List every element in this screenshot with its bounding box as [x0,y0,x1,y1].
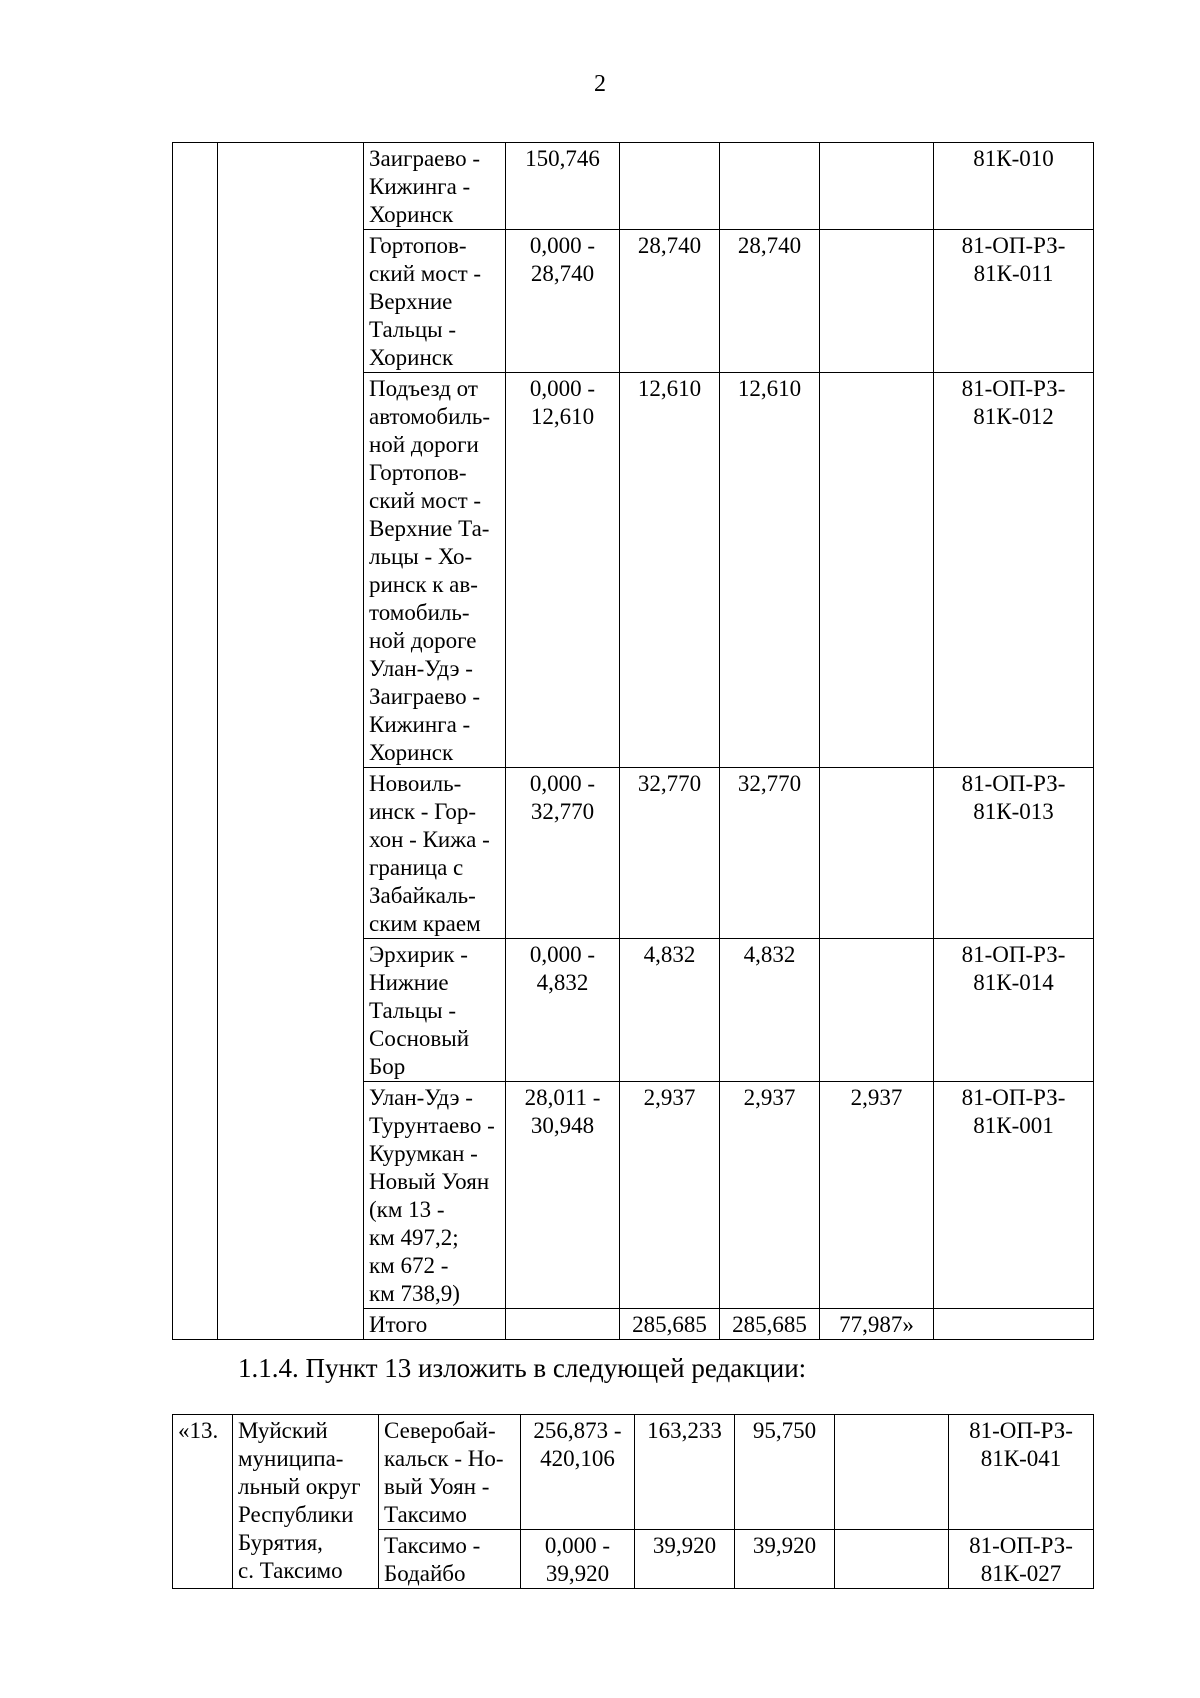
road-id-cell: 81-ОП-РЗ- 81К-027 [949,1530,1094,1589]
road-id-cell: 81-ОП-РЗ- 81К-012 [934,373,1094,768]
road-name-cell: Таксимо - Бодайбо [379,1530,521,1589]
number-cell [173,143,218,1340]
road-name-cell: Гортопов- ский мост - Верхние Тальцы - Хоринск [364,230,506,373]
page-number: 2 [594,71,606,97]
road-range-cell: 0,000 - 4,832 [506,939,620,1082]
road-name-cell: Северобай- кальск - Но- вый Уоян - Таксимо [379,1415,521,1530]
road-length-cell: 39,920 [635,1530,735,1589]
table-row [173,1415,1094,1530]
road-length-cell: 4,832 [620,939,720,1082]
value-cell [820,373,934,768]
roads-table-item-13 [172,1414,1094,1589]
total-length-cell: 285,685 [620,1309,720,1340]
value-cell [835,1415,949,1530]
total-value-cell: 285,685 [720,1309,820,1340]
value-cell: 95,750 [735,1415,835,1530]
road-range-cell: 0,000 - 28,740 [506,230,620,373]
value-cell [835,1530,949,1589]
road-id-cell: 81-ОП-РЗ- 81К-013 [934,768,1094,939]
road-id-cell [934,1309,1094,1340]
municipality-cell: Муйский муниципа- льный округ Республики Бурятия, с. Таксимо [233,1415,379,1589]
road-length-cell: 28,740 [620,230,720,373]
value-cell: 2,937 [720,1082,820,1309]
value-cell [720,143,820,230]
road-length-cell: 32,770 [620,768,720,939]
road-id-cell: 81-ОП-РЗ- 81К-011 [934,230,1094,373]
total-value-cell: 77,987» [820,1309,934,1340]
road-range-cell: 0,000 - 12,610 [506,373,620,768]
municipality-cell [218,143,364,1340]
roads-table-continued [172,142,1094,1340]
value-cell: 2,937 [820,1082,934,1309]
road-length-cell: 12,610 [620,373,720,768]
road-name-cell: Эрхирик - Нижние Тальцы - Сосновый Бор [364,939,506,1082]
road-id-cell: 81-ОП-РЗ- 81К-014 [934,939,1094,1082]
road-range-cell: 256,873 - 420,106 [521,1415,635,1530]
item-number-cell: «13. [173,1415,233,1589]
road-name-cell: Подъезд от автомобиль- ной дороги Гортопов- ский мост - Верхние Та- льцы - Хо- ринск к ав- томобиль- ной дороге Улан-Удэ - Заиграево - Кижинга - Хоринск [364,373,506,768]
road-length-cell [620,143,720,230]
road-name-cell: Новоиль- инск - Гор- хон - Кижа - граница с Забайкаль- ским краем [364,768,506,939]
road-length-cell: 163,233 [635,1415,735,1530]
value-cell: 12,610 [720,373,820,768]
road-range-cell [506,1309,620,1340]
road-range-cell: 28,011 - 30,948 [506,1082,620,1309]
road-id-cell: 81К-010 [934,143,1094,230]
value-cell: 32,770 [720,768,820,939]
road-id-cell: 81-ОП-РЗ- 81К-001 [934,1082,1094,1309]
value-cell [820,768,934,939]
road-length-cell: 2,937 [620,1082,720,1309]
value-cell: 39,920 [735,1530,835,1589]
road-name-cell: Улан-Удэ - Турунтаево - Курумкан - Новый Уоян (км 13 - км 497,2; км 672 - км 738,9) [364,1082,506,1309]
road-range-cell: 150,746 [506,143,620,230]
table-row [173,143,1094,230]
total-label-cell: Итого [364,1309,506,1340]
value-cell: 28,740 [720,230,820,373]
value-cell [820,230,934,373]
value-cell: 4,832 [720,939,820,1082]
road-range-cell: 0,000 - 39,920 [521,1530,635,1589]
road-id-cell: 81-ОП-РЗ- 81К-041 [949,1415,1094,1530]
value-cell [820,143,934,230]
road-name-cell: Заиграево - Кижинга - Хоринск [364,143,506,230]
road-range-cell: 0,000 - 32,770 [506,768,620,939]
value-cell [820,939,934,1082]
amendment-paragraph: 1.1.4. Пункт 13 изложить в следующей редакции: [238,1353,807,1383]
